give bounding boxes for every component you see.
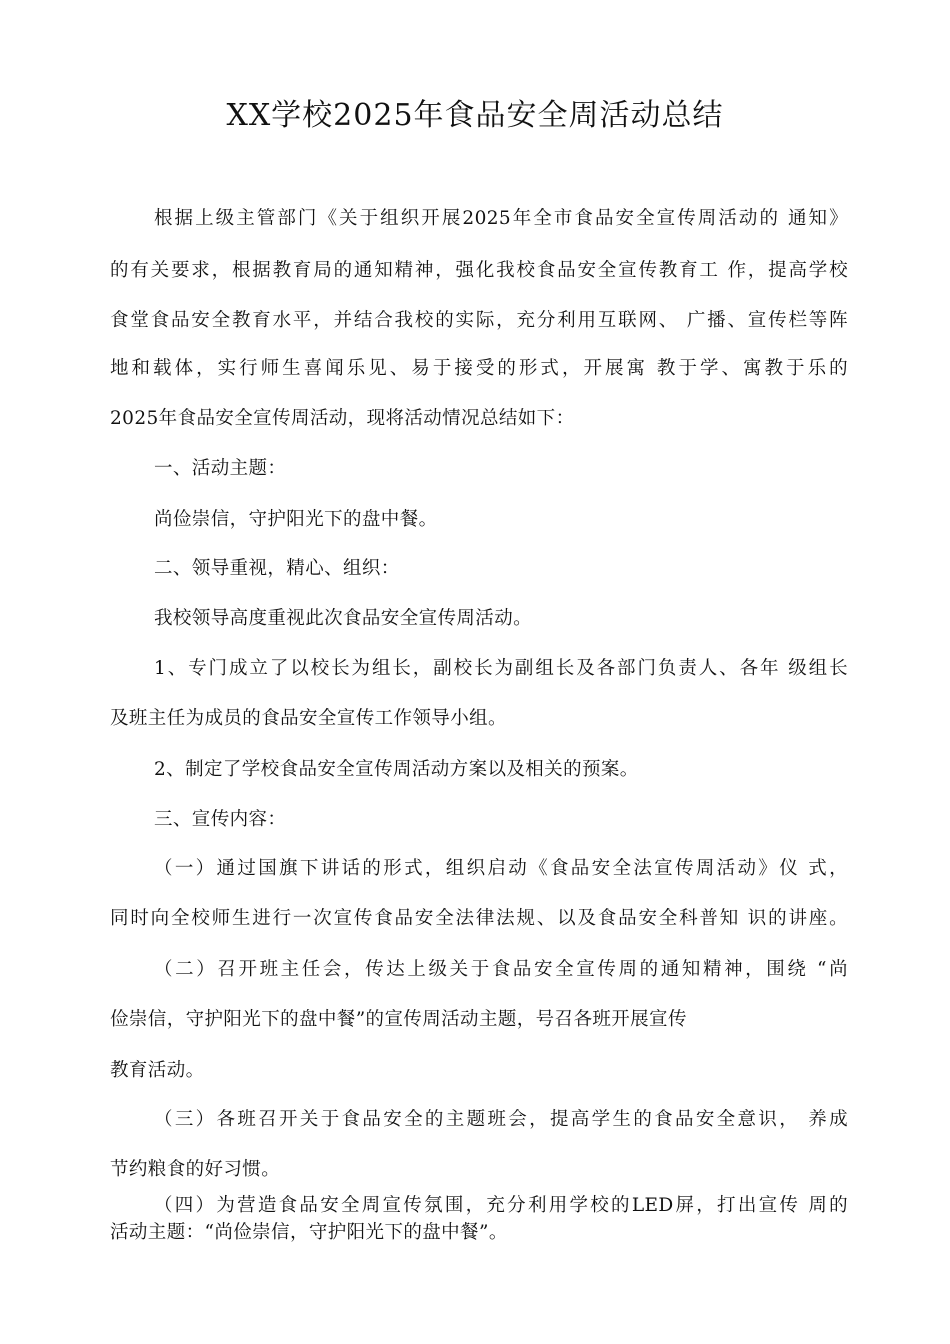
- paragraph-line: 同时向全校师生进行一次宣传食品安全法律法规、以及食品安全科普知 识的讲座。: [110, 908, 848, 929]
- paragraph-line: 及班主任为成员的食品安全宣传工作领导小组。: [110, 708, 507, 729]
- paragraph-line: 1、专门成立了以校长为组长，副校长为副组长及各部门负责人、各年 级组长: [154, 658, 848, 679]
- paragraph-line: 活动主题：“尚俭崇信，守护阳光下的盘中餐”。: [110, 1222, 508, 1243]
- paragraph-line: 2、制定了学校食品安全宣传周活动方案以及相关的预案。: [154, 759, 639, 780]
- paragraph-line: （四）为营造食品安全周宣传氛围，充分利用学校的LED屏，打出宣传 周的: [154, 1195, 848, 1216]
- section-heading: 二、领导重视，精心、组织：: [154, 558, 400, 579]
- paragraph-line: 的有关要求，根据教育局的通知精神，强化我校食品安全宣传教育工 作，提高学校: [110, 260, 848, 281]
- paragraph-line: 食堂食品安全教育水平，并结合我校的实际，充分利用互联网、 广播、宣传栏等阵: [110, 310, 848, 331]
- section-heading: 一、活动主题：: [154, 458, 287, 479]
- paragraph-line: （三）各班召开关于食品安全的主题班会，提高学生的食品安全意识， 养成: [154, 1109, 848, 1130]
- section-heading: 三、宣传内容：: [154, 809, 287, 830]
- paragraph-line: 俭崇信，守护阳光下的盘中餐”的宣传周活动主题，号召各班开展宣传: [110, 1009, 687, 1030]
- paragraph-line: 2025年食品安全宣传周活动，现将活动情况总结如下：: [110, 408, 575, 429]
- paragraph-line: 地和载体，实行师生喜闻乐见、易于接受的形式，开展寓 教于学、寓教于乐的: [110, 358, 848, 379]
- paragraph-line: 根据上级主管部门《关于组织开展2025年全市食品安全宣传周活动的 通知》: [154, 208, 848, 229]
- paragraph-line: （一）通过国旗下讲话的形式，组织启动《食品安全法宣传周活动》仪 式，: [154, 858, 848, 879]
- paragraph-line: 尚俭崇信，守护阳光下的盘中餐。: [154, 509, 438, 530]
- paragraph-line: 教育活动。: [110, 1060, 205, 1081]
- paragraph-line: 我校领导高度重视此次食品安全宣传周活动。: [154, 608, 533, 629]
- document-title: XX学校2025年食品安全周活动总结: [226, 98, 724, 133]
- paragraph-line: （二）召开班主任会，传达上级关于食品安全宣传周的通知精神，围绕 “尚: [154, 959, 848, 980]
- paragraph-line: 节约粮食的好习惯。: [110, 1159, 281, 1180]
